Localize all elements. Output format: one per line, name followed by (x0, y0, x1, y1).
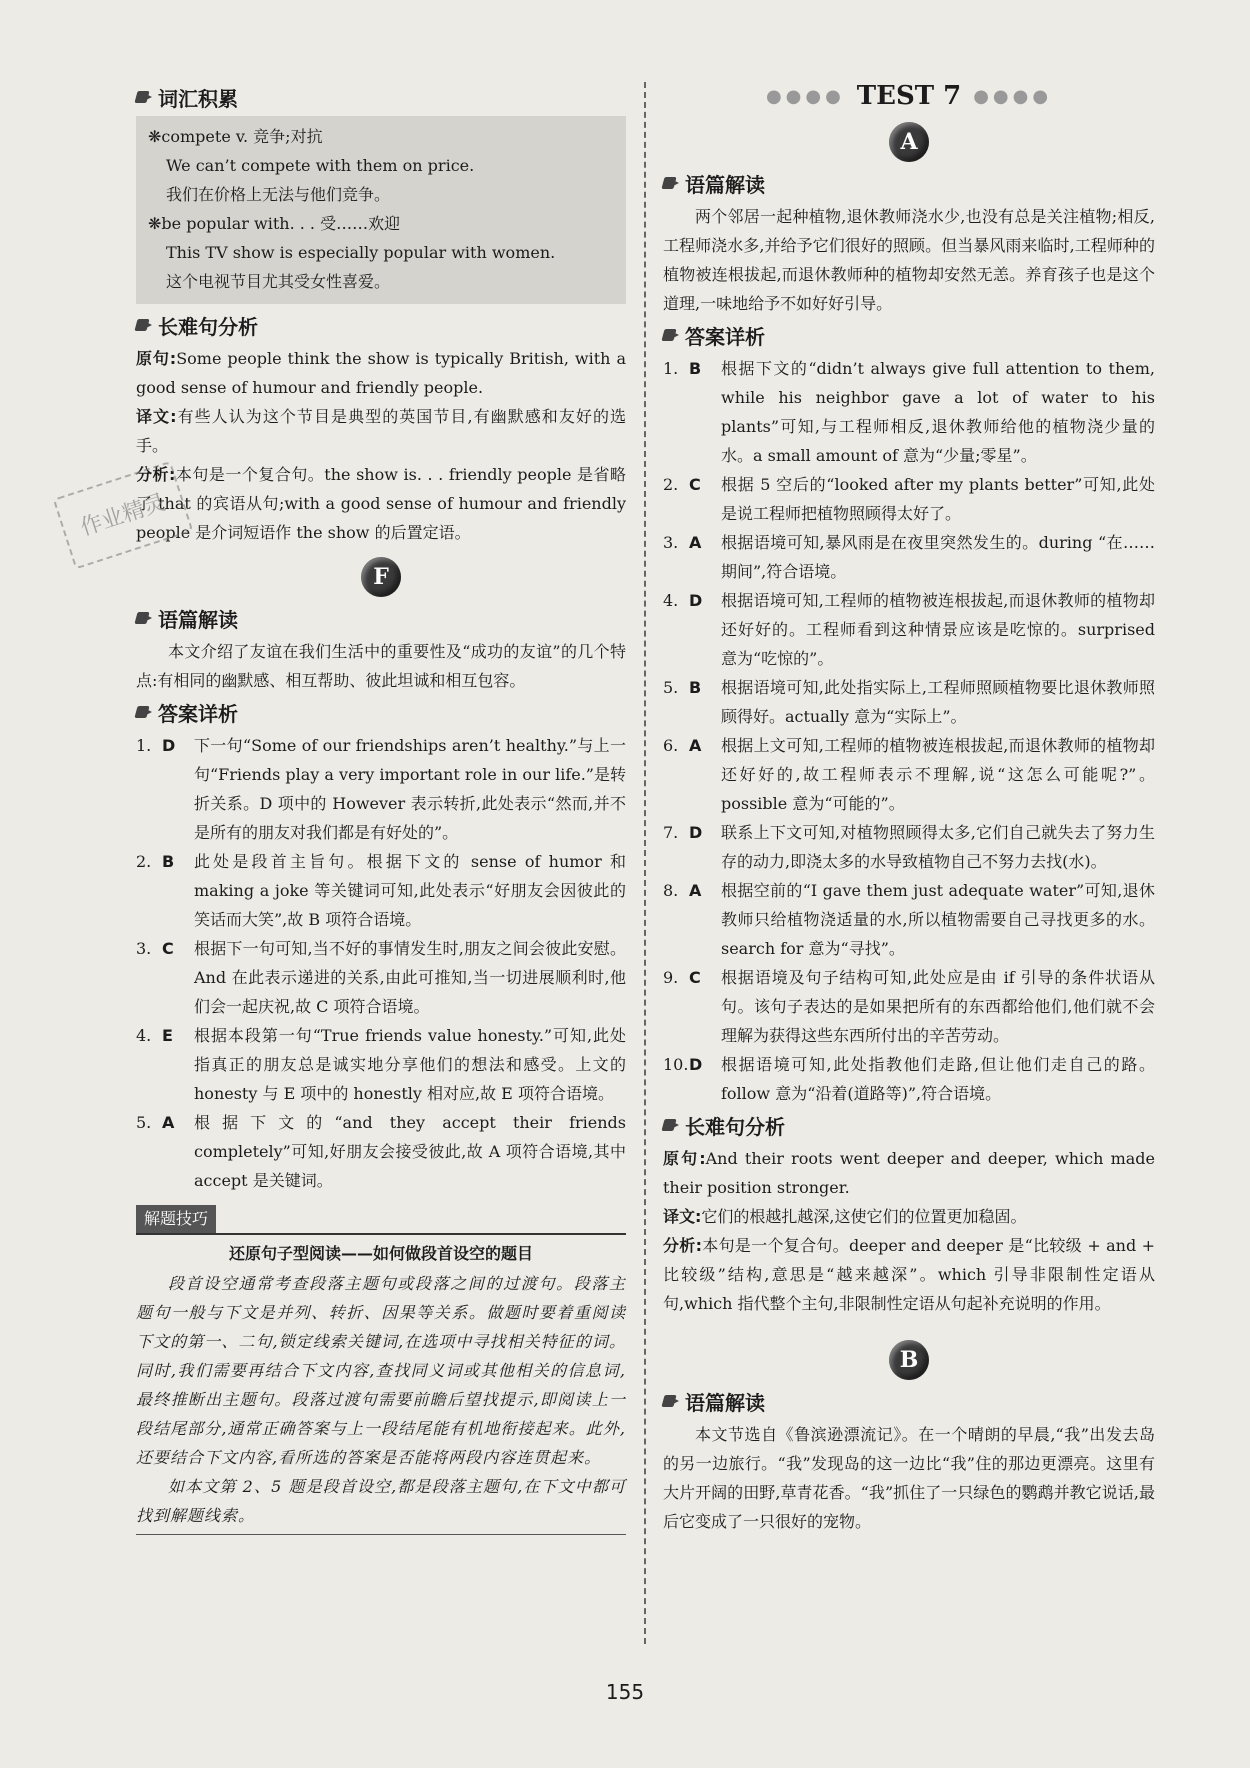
page-number: 155 (605, 1680, 645, 1704)
reading-heading-a: 语篇解读 (663, 170, 1155, 196)
answer-item: 7. D 联系上下文可知,对植物照顾得太多,它们自己就失去了努力生存的动力,即浇太多的水导致植物自己不努力去找(水)。 (663, 823, 1155, 871)
tip-header-bar (136, 1205, 626, 1235)
reading-summary: 两个邻居一起种植物,退休教师浇水少,也没有总是关注植物;相反,工程师浇水多,并给予它们很好的照顾。但当暴风雨来临时,工程师种的植物被连根拔起,而退休教师种的植物却安然无恙。养育孩子也是这个道理,一味地给予不如好好引导。 (663, 207, 1155, 313)
watermark-text: 作业精灵 (77, 490, 169, 542)
analysis: 分析:本句是一个复合句。the show is. . . friendly people 是省略了 that 的宾语从句;with a good sense of humour and friendly people 是介词短语作 the show 的后置定语。 (136, 465, 626, 542)
answer-item: 3. A 根据语境可知,暴风雨是在夜里突然发生的。during “在……期间”,符合语境。 (663, 533, 1155, 581)
reading-heading-b: 语篇解读 (663, 1388, 1155, 1414)
vocab-line: 这个电视节目尤其受女性喜爱。 (166, 272, 391, 291)
section-badge-b: B (889, 1340, 929, 1380)
section-arrow-icon (136, 610, 152, 626)
translation: 译文:它们的根越扎越深,这使它们的位置更加稳固。 (663, 1207, 1027, 1226)
answer-item: 1. D 下一句“Some of our friendships aren’t healthy.”与上一句“Friends play a very important role in our life.”是转折关系。D 项中的 However 表示转折,此处表示“然而,并不是所有的朋友对我们都是有好处的”。 (136, 736, 626, 842)
tip-paragraph: 段首设空通常考查段落主题句或段落之间的过渡句。段落主题句一般与下文是并列、转折、因果等关系。做题时要着重阅读下文的第一、二句,锁定线索关键词,在选项中寻找相关特征的词。同时,我们需要再结合下文内容,查找同义词或其他相关的信息词,最终推断出主题句。段落过渡句需要前瞻后望找提示,即阅读上一段结尾部分,通常正确答案与上一段结尾能有机地衔接起来。此外,还要结合下文内容,看所选的答案是否能将两段内容连贯起来。 (136, 1274, 626, 1467)
section-arrow-icon (663, 327, 679, 343)
vocab-box (136, 116, 626, 304)
tip-end-rule (136, 1534, 626, 1535)
section-arrow-icon (136, 704, 152, 720)
reading-heading-left: 语篇解读 (136, 605, 626, 631)
tip-tag: 解题技巧 (136, 1205, 216, 1233)
column-divider (644, 82, 646, 1644)
decor-dots-left: ●●●● (765, 85, 845, 107)
decor-dots-right: ●●●● (973, 85, 1053, 107)
original-sentence: 原句:And their roots went deeper and deeper, which made their position stronger. (663, 1149, 1155, 1197)
answers-heading-left: 答案详析 (136, 699, 626, 725)
answer-item: 6. A 根据上文可知,工程师的植物被连根拔起,而退休教师的植物却还好好的,故工程师表示不理解,说“这怎么可能呢?”。possible 意为“可能的”。 (663, 736, 1155, 813)
answer-item: 3. C 根据下一句可知,当不好的事情发生时,朋友之间会彼此安慰。And 在此表示递进的关系,由此可推知,当一切进展顺利时,他们会一起庆祝,故 C 项符合语境。 (136, 939, 626, 1016)
answer-item: 8. A 根据空前的“I gave them just adequate water”可知,退休教师只给植物浇适量的水,所以植物需要自己寻找更多的水。search for 意为“寻找”。 (663, 881, 1155, 958)
sentence-heading-left: 长难句分析 (136, 312, 626, 338)
tip-title: 还原句子型阅读——如何做段首设空的题目 (228, 1244, 533, 1263)
tip-body (136, 1269, 626, 1530)
vocab-heading: 词汇积累 (136, 84, 626, 110)
vocab-line: ❋compete v. 竞争;对抗 (148, 127, 323, 146)
sentence-heading-right: 长难句分析 (663, 1112, 1155, 1138)
section-arrow-icon (663, 1393, 679, 1409)
answer-item: 2. B 此处是段首主旨句。根据下文的 sense of humor 和 making a joke 等关键词可知,此处表示“好朋友会因彼此的笑话而大笑”,故 B 项符合语境。 (136, 852, 626, 929)
test-title (663, 80, 1155, 112)
translation: 译文:有些人认为这个节目是典型的英国节目,有幽默感和友好的选手。 (136, 407, 626, 455)
answer-item: 10. D 根据语境可知,此处指教他们走路,但让他们走自己的路。follow 意为“沿着(道路等)”,符合语境。 (663, 1055, 1155, 1103)
section-arrow-icon (136, 317, 152, 333)
original-sentence: 原句:Some people think the show is typically British, with a good sense of humour and friendly people. (136, 349, 626, 397)
vocab-line: This TV show is especially popular with women. (166, 243, 556, 262)
vocab-line: ❋be popular with. . . 受……欢迎 (148, 214, 401, 233)
reading-summary: 本文介绍了友谊在我们生活中的重要性及“成功的友谊”的几个特点:有相同的幽默感、相互帮助、彼此坦诚和相互包容。 (136, 642, 626, 690)
tip-paragraph: 如本文第 2、5 题是段首设空,都是段落主题句,在下文中都可找到解题线索。 (136, 1477, 626, 1525)
analysis: 分析:本句是一个复合句。deeper and deeper 是“比较级 + and + 比较级”结构,意思是“越来越深”。which 引导非限制性定语从句,which 指代整个主句,非限制性定语从句起补充说明的作用。 (663, 1236, 1155, 1313)
section-badge-a: A (889, 122, 929, 162)
section-badge-f: F (361, 557, 401, 597)
answer-item: 5. A 根据下文的“and they accept their friends completely”可知,好朋友会接受彼此,故 A 项符合语境,其中 accept 是关键词。 (136, 1113, 626, 1190)
vocab-line: 我们在价格上无法与他们竞争。 (166, 185, 391, 204)
section-arrow-icon (663, 175, 679, 191)
right-column (663, 80, 1155, 1536)
section-arrow-icon (136, 89, 152, 105)
answer-item: 2. C 根据 5 空后的“looked after my plants better”可知,此处是说工程师把植物照顾得太好了。 (663, 475, 1155, 523)
answer-item: 4. D 根据语境可知,工程师的植物被连根拔起,而退休教师的植物却还好好的。工程师看到这种情景应该是吃惊的。surprised 意为“吃惊的”。 (663, 591, 1155, 668)
vocab-line: We can’t compete with them on price. (166, 156, 475, 175)
test-title-text: TEST 7 (856, 81, 962, 111)
answer-item: 4. E 根据本段第一句“True friends value honesty.”可知,此处指真正的朋友总是诚实地分享他们的想法和感受。上文的 honesty 与 E 项中的 honestly 相对应,故 E 项符合语境。 (136, 1026, 626, 1103)
section-arrow-icon (663, 1117, 679, 1133)
answer-item: 9. C 根据语境及句子结构可知,此处应是由 if 引导的条件状语从句。该句子表达的是如果把所有的东西都给他们,他们就不会理解为获得这些东西所付出的辛苦劳动。 (663, 968, 1155, 1045)
answer-item: 5. B 根据语境可知,此处指实际上,工程师照顾植物要比退休教师照顾得好。actually 意为“实际上”。 (663, 678, 1155, 726)
reading-summary: 本文节选自《鲁滨逊漂流记》。在一个晴朗的早晨,“我”出发去岛的另一边旅行。“我”发现岛的这一边比“我”住的那边更漂亮。这里有大片开阔的田野,草青花香。“我”抓住了一只绿色的鹦鹉并教它说话,最后它变成了一只很好的宠物。 (663, 1425, 1155, 1531)
left-column (136, 80, 626, 1535)
answer-item: 1. B 根据下文的“didn’t always give full attention to them, while his neighbor gave a lot of water to his plants”可知,与工程师相反,退休教师给他的植物浇少量的水。a small amount of 意为“少量;零星”。 (663, 359, 1155, 465)
answers-heading-right: 答案详析 (663, 322, 1155, 348)
